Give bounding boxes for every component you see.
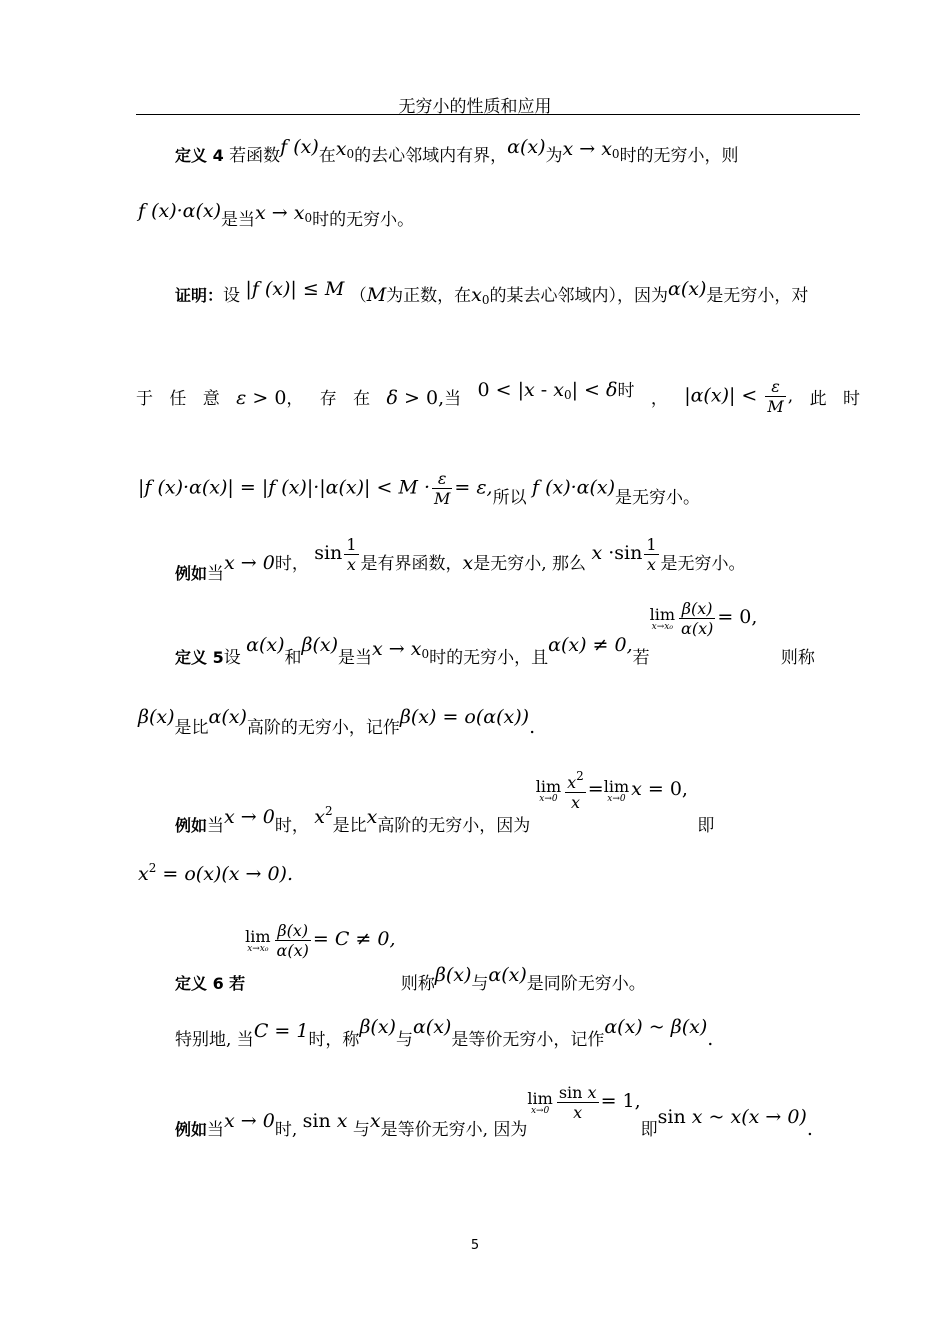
- def4-text: 为: [545, 146, 563, 166]
- math-x: x: [366, 806, 378, 829]
- def4-label: 定义 4: [175, 146, 224, 165]
- def6-text: 与: [471, 974, 489, 995]
- def5-text: 设: [223, 648, 241, 669]
- math-x-to-x0: $x \to x_0$: [562, 138, 620, 161]
- example2-text: 当: [207, 816, 225, 837]
- example3-text: 即: [640, 1120, 658, 1141]
- page-header: 无穷小的性质和应用: [398, 97, 552, 117]
- example1-text: 是无穷小, 那么: [473, 554, 587, 575]
- example2-text: 即: [697, 816, 715, 837]
- def5-line2: β(x)是比α(x)高阶的无穷小，记作β(x) = o(α(x)).: [138, 706, 536, 738]
- example3-line: 例如当x → 0时, sin x 与x是等价无穷小, 因为 lim x→0 $\frac{\text{sin x}}{x}$ = 1,即sin x ~ x(x → 0).: [175, 1083, 813, 1141]
- math-lim-beta-over-alpha-eq-C: lim x→x₀ $\frac{\beta(x)}{\alpha(x)}$ = C ≠ 0,: [245, 921, 396, 960]
- def6-line: [175, 921, 646, 995]
- def5-text: 若: [632, 648, 650, 669]
- example1-text: 时，: [274, 554, 309, 575]
- def5-text: 和: [284, 648, 302, 669]
- def5-text: 是比: [174, 718, 209, 738]
- math-x-to-0: x → 0: [224, 1110, 275, 1133]
- proof-text: （: [349, 286, 367, 306]
- proof-text: 设: [223, 286, 241, 306]
- math-sinx: sin x: [302, 1110, 348, 1133]
- math-x2-eq-o-x: $x^2 = o(x)(x \to 0)$.: [138, 861, 294, 885]
- math-x-sin-1-over-x: x ·sin $\frac{1}{x}$: [591, 535, 657, 574]
- math-abs-alpha-lt-eps-M: |α(x)| < $\frac{\varepsilon}{M}$ ,: [684, 377, 794, 416]
- math-x-to-x0: $x \to x_0$: [255, 202, 313, 225]
- math-alpha: α(x): [208, 706, 247, 728]
- math-C-eq-1: C = 1: [253, 1020, 309, 1042]
- def5-text: 是当: [338, 648, 373, 669]
- proof-label: 证明：: [175, 286, 224, 305]
- def4-text: 是当: [221, 210, 256, 230]
- math-alpha-equiv-beta: α(x) ~ β(x): [604, 1016, 708, 1038]
- math-alpha: α(x): [246, 634, 285, 657]
- math-fx-alpha: f (x)·α(x): [138, 200, 222, 222]
- def6-label: 定义 6: [175, 974, 224, 994]
- example1-label: 例如: [175, 564, 208, 584]
- math-x: x: [462, 552, 474, 575]
- math-fx-alpha: f (x)·α(x): [532, 476, 616, 499]
- math-x0: $x_0$: [471, 284, 490, 307]
- def6-text: 若: [229, 974, 246, 994]
- example3-text: 是等价无穷小, 因为: [380, 1120, 528, 1141]
- math-x-to-0: x → 0: [224, 552, 275, 575]
- math-x-to-x0: $x \to x_0$: [372, 638, 430, 662]
- math-lim-x2-over-x: lim x→0 $\frac{x^2}{x}$ = lim x→0 x = 0,: [535, 769, 688, 812]
- def5-text: 高阶的无穷小，记作: [246, 718, 400, 738]
- page-number: 5: [470, 1238, 480, 1253]
- math-alpha: α(x): [668, 278, 707, 300]
- proof-word: 在: [353, 389, 371, 410]
- def5-label: 定义 5: [175, 648, 224, 668]
- math-alpha: α(x): [488, 964, 527, 987]
- example1-text: 是无穷小。: [660, 554, 746, 575]
- example3-text: 时,: [274, 1120, 298, 1141]
- math-abs-x-x0-lt-delta: $0 < |x - x_0| < \delta$时: [477, 378, 635, 402]
- example2-text: 时，: [274, 816, 309, 837]
- math-M: M: [366, 284, 387, 306]
- proof-word: 任: [169, 389, 187, 410]
- math-x: x: [369, 1110, 381, 1133]
- example3-label: 例如: [175, 1120, 208, 1140]
- math-product-bound: |f (x)·α(x)| = |f (x)|·|α(x)| < M ·: [138, 476, 430, 499]
- proof-text: 的某去心邻域内），因为: [489, 286, 669, 306]
- def4-text: 时的无穷小，则: [619, 146, 739, 166]
- proof-text: 是无穷小。: [615, 488, 701, 509]
- example1-text: 当: [207, 564, 225, 585]
- math-sin-1-over-x: sin $\frac{1}{x}$: [314, 535, 357, 574]
- proof-text: 是无穷小，对: [706, 286, 809, 306]
- example2-text: 是比: [332, 816, 367, 837]
- math-beta: β(x): [359, 1016, 396, 1038]
- math-beta-eq-o-alpha: β(x) = o(α(x)): [399, 706, 530, 728]
- proof-word: 时: [842, 389, 860, 410]
- def6-text: 则称: [400, 974, 435, 995]
- proof-text: 为正数，在: [386, 286, 472, 306]
- special-text: 与: [395, 1030, 413, 1050]
- proof-line1: [175, 278, 809, 307]
- example2-label: 例如: [175, 816, 208, 836]
- math-sinx-equiv-x: sin x ~ x(x → 0): [657, 1106, 807, 1129]
- example1-line: [175, 535, 746, 585]
- example1-text: 是有界函数，: [360, 554, 463, 575]
- math-alpha-ne-0: α(x) ≠ 0,: [548, 634, 633, 657]
- math-abs-fx-le-M: |f (x)| ≤ M: [245, 278, 345, 300]
- def5-line1: [175, 599, 815, 669]
- math-lim-sinx-over-x: lim x→0 $\frac{\text{sin x}}{x}$ = 1,: [527, 1083, 641, 1122]
- def4-text: 在: [318, 146, 336, 166]
- def5-text: 时的无穷小，且: [429, 648, 549, 669]
- math-delta-gt-0: δ > 0,当: [386, 387, 462, 410]
- example2-line1: [175, 769, 715, 837]
- math-x0: $x_0$: [335, 138, 355, 161]
- example3-text: 当: [207, 1120, 225, 1141]
- proof-text: 所以: [492, 488, 527, 509]
- def4-text: 的去心邻域内有界，: [354, 146, 508, 166]
- math-eq-eps: = ε,: [454, 476, 493, 499]
- example2-text: 高阶的无穷小，因为: [377, 816, 531, 837]
- proof-word: 存: [319, 389, 337, 410]
- proof-line2: [136, 378, 860, 416]
- proof-word: 此: [809, 389, 827, 410]
- def4-line2: [138, 200, 415, 230]
- example2-line2: [138, 862, 293, 884]
- math-x-to-0: x → 0: [224, 806, 275, 829]
- special-text: 特别地, 当: [175, 1030, 254, 1050]
- special-text: 是等价无穷小，记作: [451, 1030, 605, 1050]
- math-frac-eps-M: $\frac{\varepsilon}{M}$: [434, 469, 451, 508]
- special-text: 时，称: [308, 1030, 360, 1050]
- proof-word: ，: [650, 389, 668, 410]
- math-lim-beta-over-alpha-eq-0: lim x→x₀ $\frac{\beta(x)}{\alpha(x)}$ = 0,: [649, 599, 758, 638]
- math-beta: β(x): [301, 634, 339, 657]
- special-case-line: 特别地, 当C = 1时，称β(x)与α(x)是等价无穷小，记作α(x) ~ β(x).: [175, 1016, 714, 1050]
- math-eps-gt-0: ε > 0，: [236, 387, 304, 410]
- def4-text: 时的无穷小。: [312, 210, 415, 230]
- math-fx: f (x): [280, 136, 319, 158]
- proof-word: 于: [136, 389, 153, 410]
- def6-text: 是同阶无穷小。: [526, 974, 646, 995]
- proof-word: 意: [202, 389, 220, 410]
- header-rule: [136, 114, 860, 115]
- math-x-squared: $x^2$: [314, 804, 333, 829]
- def4-line1: [175, 136, 739, 166]
- math-alpha: α(x): [412, 1016, 452, 1038]
- math-beta: β(x): [434, 964, 472, 987]
- def4-text: 若函数: [229, 146, 281, 166]
- math-alpha: α(x): [507, 136, 546, 158]
- def5-text: 则称: [780, 648, 815, 669]
- example3-text: 与: [352, 1120, 370, 1141]
- math-beta: β(x): [138, 706, 175, 728]
- proof-line3: [138, 470, 700, 508]
